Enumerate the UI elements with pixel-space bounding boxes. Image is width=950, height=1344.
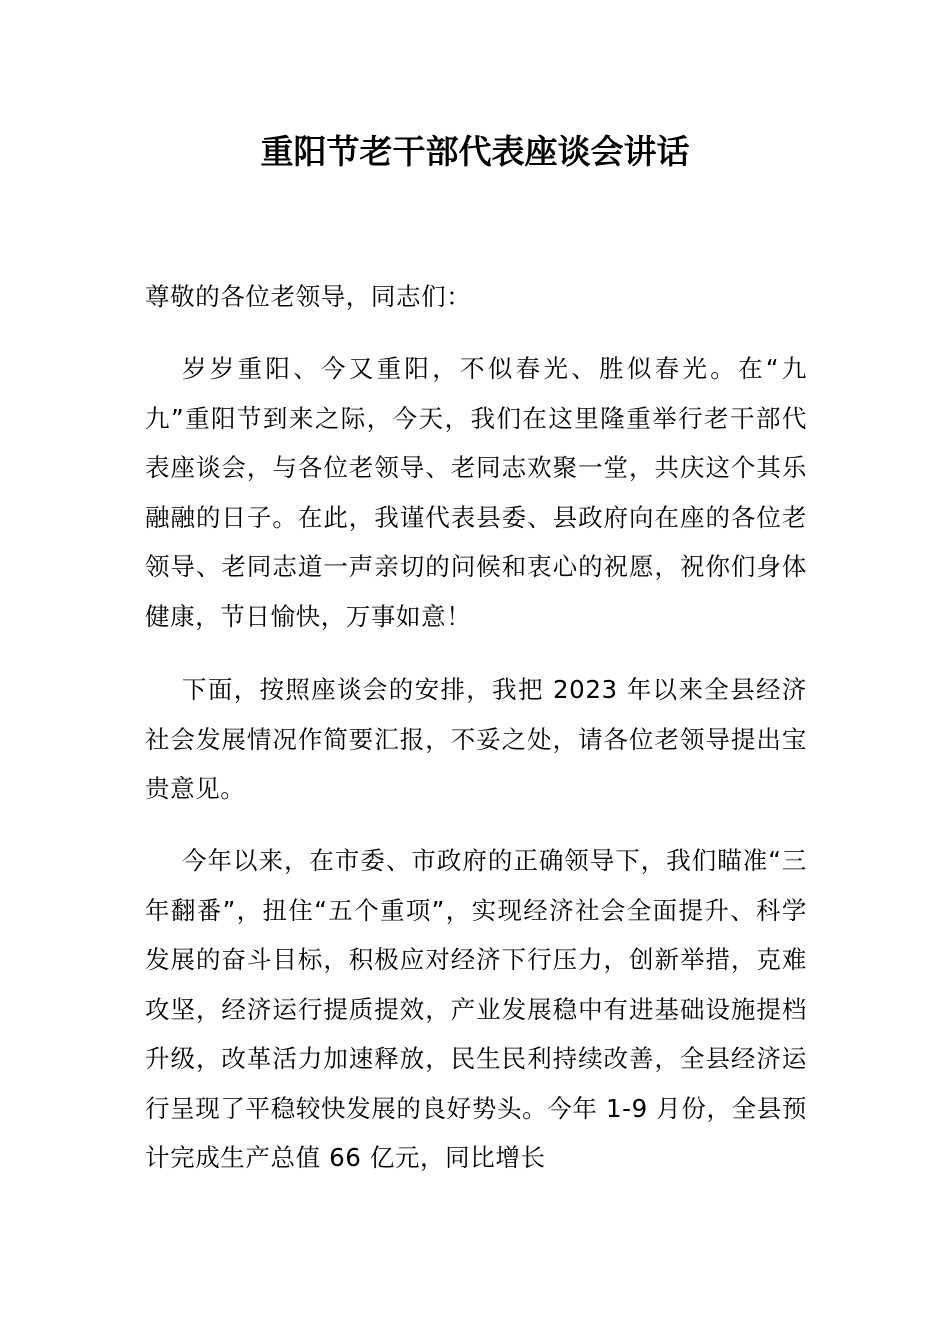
salutation: 尊敬的各位老领导，同志们： [145, 282, 472, 311]
paragraph-report-intro: 下面，按照座谈会的安排，我把 2023 年以来全县经济社会发展情况作简要汇报，不妥之处，请各位老领导提出宝贵意见。 [145, 675, 807, 803]
document-title: 重阳节老干部代表座谈会讲话 [260, 132, 690, 171]
paragraph-greeting: 岁岁重阳、今又重阳，不似春光、胜似春光。在“九九”重阳节到来之际，今天，我们在这里隆重举行老干部代表座谈会，与各位老领导、老同志欢聚一堂，共庆这个其乐融融的日子。在此，我谨代表县委、县政府向在座的各位老领导、老同志道一声亲切的问候和衷心的祝愿，祝你们身体健康，节日愉快，万事如意！ [145, 354, 807, 631]
paragraph-economic-overview: 今年以来，在市委、市政府的正确领导下，我们瞄准“三年翻番”，扭住“五个重项”，实现经济社会全面提升、科学发展的奋斗目标，积极应对经济下行压力，创新举措，克难攻坚，经济运行提质提效，产业发展稳中有进基础设施提档升级，改革活力加速释放，民生民利持续改善，全县经济运行呈现了平稳较快发展的良好势头。今年 1-9 月份，全县预计完成生产总值 66 亿元，同比增长 [145, 846, 807, 1172]
